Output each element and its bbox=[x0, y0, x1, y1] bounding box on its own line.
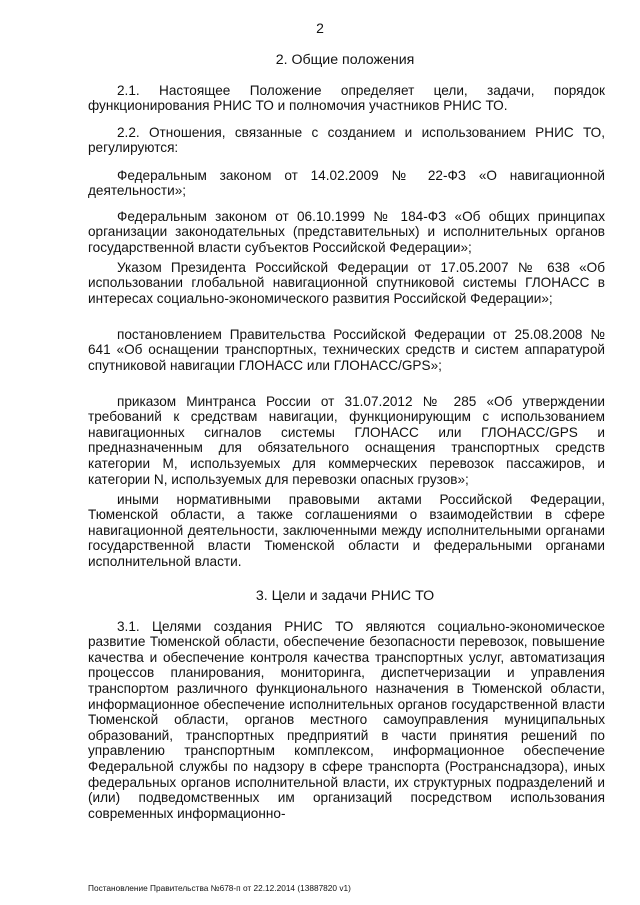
paragraph-resolution-641: постановлением Правительства Российской Федерации от 25.08.2008 № 641 «Об оснащении транспортных, технических средств и систем аппаратурой спутниковой навигации ГЛОНАСС или ГЛОНАСС/GPS»; bbox=[88, 326, 605, 373]
paragraph-federal-law-184: Федеральным законом от 06.10.1999 № 184-ФЗ «Об общих принципах организации законодательных (представительных) и исполнительных органов государственной власти субъектов Российской Федерации»; bbox=[88, 208, 605, 255]
paragraph-decree-638: Указом Президента Российской Федерации от 17.05.2007 № 638 «Об использовании глобальной навигационной спутниковой системы ГЛОНАСС в интересах социально-экономического развития Российской Федерации»; bbox=[88, 259, 605, 306]
paragraph-2-2: 2.2. Отношения, связанные с созданием и использованием РНИС ТО, регулируются: bbox=[88, 124, 605, 156]
document-footer: Постановление Правительства №678-п от 22.12.2014 (13887820 v1) bbox=[88, 883, 351, 893]
paragraph-order-285: приказом Минтранса России от 31.07.2012 № 285 «Об утверждении требований к средствам навигации, функционирующим с использованием навигационных сигналов системы ГЛОНАСС или ГЛОНАСС/GPS и предназначенным для обязательного оснащения транспортных средств категории M, используемых для коммерческих перевозок пассажиров, и категории N, используемых для перевозки опасных грузов»; bbox=[88, 393, 605, 487]
paragraph-other-acts: иными нормативными правовыми актами Российской Федерации, Тюменской области, а также соглашениями о взаимодействии в сфере навигационной деятельности, заключенными между исполнительными органами государственной власти Тюменской области и федеральными органами исполнительной власти. bbox=[88, 491, 605, 569]
section-2-heading: 2. Общие положения bbox=[275, 52, 415, 68]
paragraph-3-1: 3.1. Целями создания РНИС ТО являются социально-экономическое развитие Тюменской области, обеспечение безопасности перевозок, повышение качества и обеспечение контроля качества транспортных услуг, автоматизация процессов планирования, мониторинга, диспетчеризации и управления транспортом различного функционального назначения в Тюменской области, информационное обеспечение исполнительных органов государственной власти Тюменской области, органов местного самоуправления муниципальных образований, транспортных предприятий в части принятия решений по управлению транспортным комплексом, информационное обеспечение Федеральной службы по надзору в сфере транспорта (Ространснадзора), иных федеральных органов исполнительной власти, их структурных подразделений и (или) подведомственных им организаций посредством использования современных информационно- bbox=[88, 618, 605, 821]
paragraph-federal-law-22: Федеральным законом от 14.02.2009 № 22-ФЗ «О навигационной деятельности»; bbox=[88, 167, 605, 199]
section-3-heading: 3. Цели и задачи РНИС ТО bbox=[255, 588, 435, 604]
paragraph-2-1: 2.1. Настоящее Положение определяет цели, задачи, порядок функционирования РНИС ТО и полномочия участников РНИС ТО. bbox=[88, 82, 605, 114]
page-number: 2 bbox=[316, 20, 324, 36]
